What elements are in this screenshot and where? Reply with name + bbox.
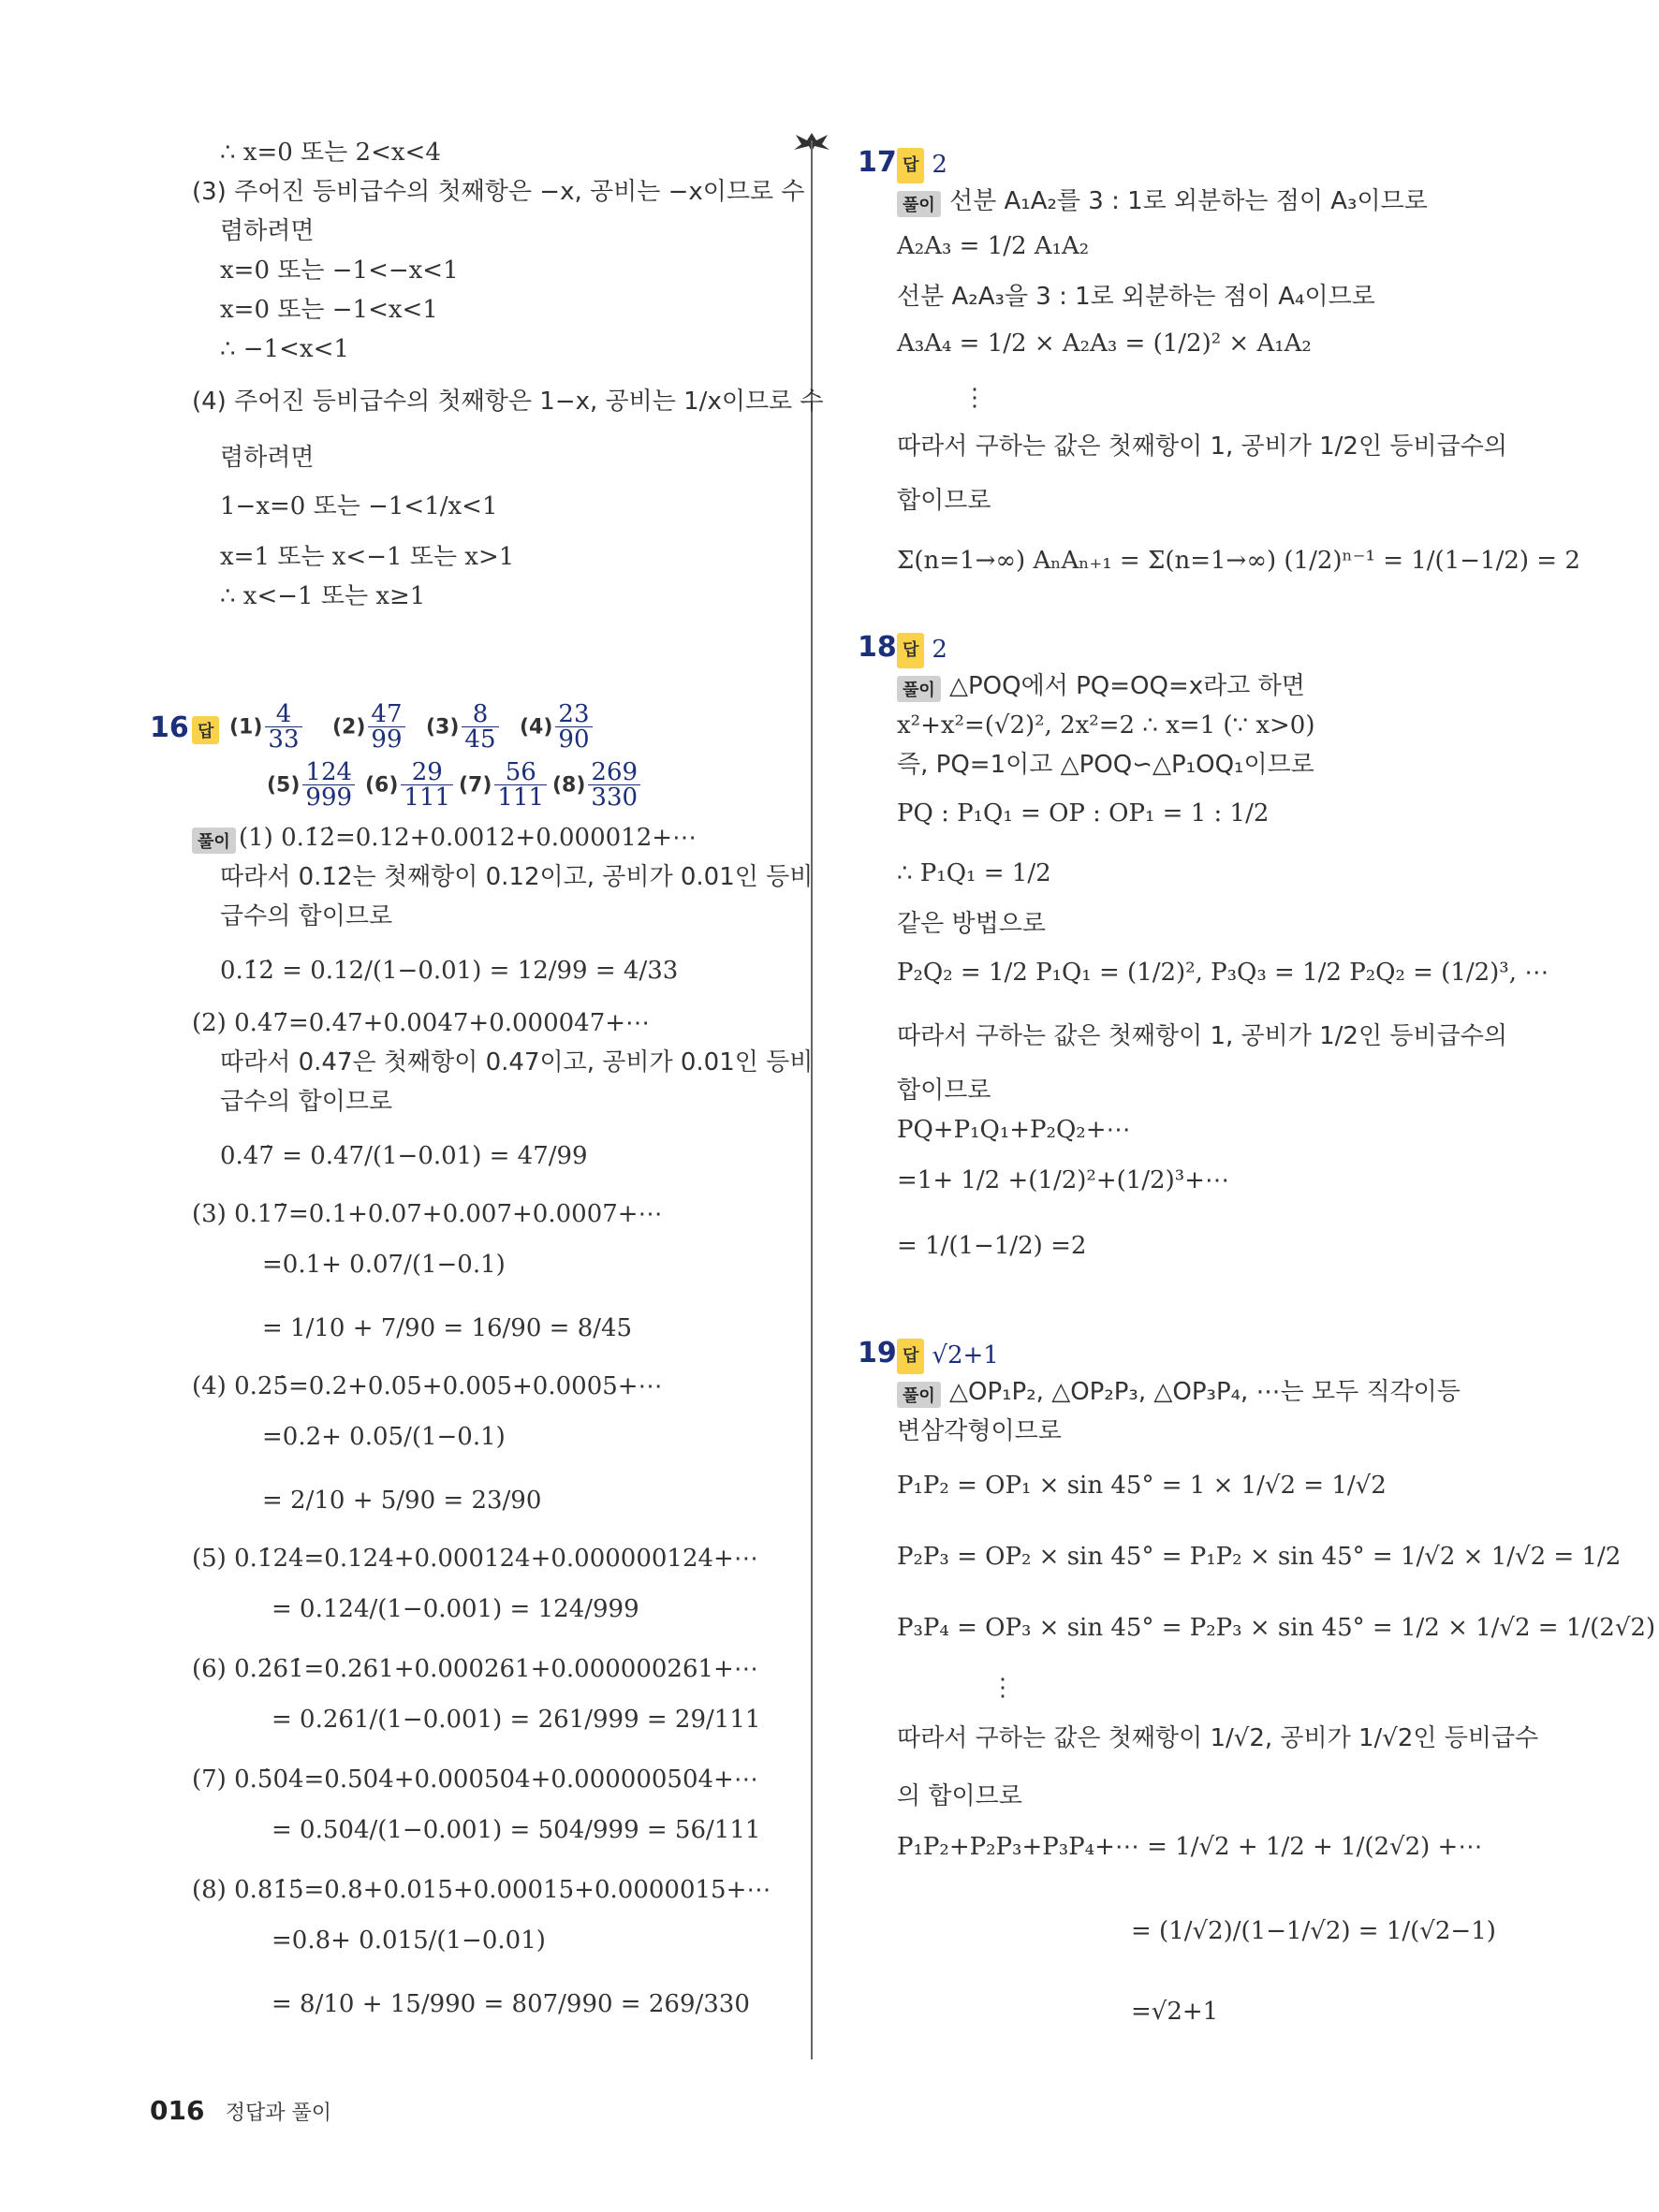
text-line: (1) 0.1̇2̇=0.12+0.0012+0.000012+⋯ (239, 824, 697, 852)
text-line: △POQ에서 PQ=OQ=x라고 하면 (949, 672, 1305, 700)
text-line: = 0.261/(1−0.001) = 261/999 = 29/111 (272, 1706, 761, 1734)
answer-line (897, 148, 947, 183)
page-number: 016 (150, 2095, 205, 2126)
text-line: = 1/10 + 7/90 = 16/90 = 8/45 (262, 1314, 633, 1342)
text-line: ∴ −1<x<1 (220, 335, 349, 363)
text-line: = (1/√2)/(1−1/√2) = 1/(√2−1) (1131, 1917, 1496, 1945)
text-line: ⋮ (991, 1674, 1015, 1702)
answer-fraction (368, 702, 404, 752)
denominator: 45 (464, 725, 496, 754)
text-line: = 2/10 + 5/90 = 23/90 (262, 1487, 542, 1515)
text-line: 따라서 구하는 값은 첫째항이 1, 공비가 1/2인 등비급수의 (897, 1022, 1507, 1050)
text-line: (4) 주어진 등비급수의 첫째항은 1−x, 공비는 1/x이므로 수 (192, 388, 824, 416)
solution-badge: 풀이 (192, 828, 236, 854)
text-line: 합이므로 (897, 1077, 991, 1105)
text-line: (3) 주어진 등비급수의 첫째항은 −x, 공비는 −x이므로 수 (192, 178, 805, 206)
text-line: (7) 0.5̇04̇=0.504+0.000504+0.000000504+⋯ (192, 1765, 758, 1794)
text-line: (4) 0.25̇=0.2+0.05+0.005+0.0005+⋯ (192, 1372, 663, 1400)
text-line: ∴ x<−1 또는 x≥1 (220, 582, 426, 610)
page-footer (150, 2095, 331, 2126)
question-number: 18 (858, 631, 897, 664)
column-divider (811, 140, 813, 2059)
answer-item (332, 702, 408, 752)
footer-label: 정답과 풀이 (225, 2102, 331, 2125)
text-line: PQ+P₁Q₁+P₂Q₂+⋯ (897, 1116, 1131, 1144)
text-line: 따라서 0.1̇2̇는 첫째항이 0.12이고, 공비가 0.01인 등비 (220, 863, 814, 891)
denominator: 99 (371, 725, 403, 754)
answer-item (552, 760, 643, 810)
text-line: ∴ x=0 또는 2<x<4 (220, 139, 441, 167)
text-line: =0.1+ 0.07/(1−0.1) (262, 1251, 506, 1279)
text-line: P₂Q₂ = 1/2 P₁Q₁ = (1/2)², P₃Q₃ = 1/2 P₂Q₂ = (1/2)³, ⋯ (897, 959, 1549, 987)
numerator: 8 (462, 702, 498, 727)
answer-fraction (302, 760, 355, 810)
solution-badge: 풀이 (897, 191, 941, 217)
text-line: x²+x²=(√2)², 2x²=2 ∴ x=1 (∵ x>0) (897, 711, 1315, 740)
solution-badge-wrap (897, 674, 947, 702)
text-line: 1−x=0 또는 −1<1/x<1 (220, 492, 498, 520)
text-line: (5) 0.1̇24̇=0.124+0.000124+0.000000124+⋯ (192, 1545, 758, 1573)
solution-badge-wrap (192, 826, 242, 854)
answer-value: √2+1 (932, 1341, 999, 1370)
text-line: PQ : P₁Q₁ = OP : OP₁ = 1 : 1/2 (897, 799, 1270, 828)
answer-fraction (265, 702, 301, 752)
text-line: (6) 0.2̇61̇=0.261+0.000261+0.000000261+⋯ (192, 1655, 758, 1683)
answer-badge: 답 (897, 1339, 924, 1374)
text-line: x=0 또는 −1<−x<1 (220, 256, 459, 285)
text-line: 선분 A₂A₃을 3 : 1로 외분하는 점이 A₄이므로 (897, 283, 1375, 311)
text-line: 급수의 합이므로 (220, 902, 393, 930)
answer-label: (6) (365, 773, 399, 798)
answer-label: (3) (426, 715, 460, 740)
text-line: P₁P₂+P₂P₃+P₃P₄+⋯ = 1/√2 + 1/2 + 1/(2√2) +⋯ (897, 1833, 1483, 1861)
answer-line (897, 633, 947, 668)
text-line: 같은 방법으로 (897, 910, 1046, 938)
text-line: 따라서 구하는 값은 첫째항이 1, 공비가 1/2인 등비급수의 (897, 432, 1507, 461)
answer-line (897, 1339, 999, 1374)
answer-item (426, 702, 502, 752)
answer-label: (7) (459, 773, 492, 798)
text-line: =√2+1 (1131, 1998, 1219, 2026)
text-line: ∴ P₁Q₁ = 1/2 (897, 859, 1051, 887)
text-line: Σ(n=1→∞) AₙAₙ₊₁ = Σ(n=1→∞) (1/2)ⁿ⁻¹ = 1/(1−1/2) = 2 (897, 547, 1580, 575)
answer-fraction (401, 760, 453, 810)
text-line: A₃A₄ = 1/2 × A₂A₃ = (1/2)² × A₁A₂ (897, 330, 1312, 358)
text-line: (2) 0.4̇7̇=0.47+0.0047+0.000047+⋯ (192, 1009, 651, 1037)
answer-label: (8) (552, 773, 586, 798)
text-line: 따라서 구하는 값은 첫째항이 1/√2, 공비가 1/√2인 등비급수 (897, 1724, 1539, 1752)
text-line: ⋮ (962, 384, 987, 412)
answer-badge: 답 (192, 716, 219, 744)
text-line: (8) 0.81̇5̇=0.8+0.015+0.00015+0.0000015+⋯ (192, 1876, 771, 1904)
answer-label: (5) (267, 773, 301, 798)
text-line: P₂P₃ = OP₂ × sin 45° = P₁P₂ × sin 45° = 1/√2 × 1/√2 = 1/2 (897, 1543, 1622, 1571)
text-line: = 0.504/(1−0.001) = 504/999 = 56/111 (272, 1816, 761, 1844)
text-line: =0.2+ 0.05/(1−0.1) (262, 1423, 506, 1451)
text-line: A₂A₃ = 1/2 A₁A₂ (897, 232, 1090, 260)
denominator: 330 (591, 784, 639, 812)
solution-badge: 풀이 (897, 676, 941, 702)
denominator: 90 (558, 725, 590, 754)
answer-value: 2 (932, 151, 947, 179)
text-line: = 1/(1−1/2) =2 (897, 1232, 1087, 1260)
answer-badge: 답 (897, 633, 924, 668)
answer-badge: 답 (897, 148, 924, 183)
question-number: 19 (858, 1337, 897, 1370)
answer-item (229, 702, 305, 752)
denominator: 111 (497, 784, 545, 812)
text-line: 의 합이므로 (897, 1782, 1022, 1810)
text-line: (3) 0.17̇=0.1+0.07+0.007+0.0007+⋯ (192, 1200, 663, 1228)
text-line: 변삼각형이므로 (897, 1417, 1062, 1445)
text-line: △OP₁P₂, △OP₂P₃, △OP₃P₄, ⋯는 모두 직각이등 (949, 1378, 1461, 1406)
answer-item (267, 760, 358, 810)
numerator: 269 (588, 760, 640, 785)
text-line: 선분 A₁A₂를 3 : 1로 외분하는 점이 A₃이므로 (949, 187, 1428, 215)
question-number: 17 (858, 146, 897, 179)
numerator: 47 (368, 702, 404, 727)
solution-badge-wrap (897, 189, 947, 217)
text-line: 합이므로 (897, 487, 991, 515)
text-line: 렴하려면 (220, 217, 315, 245)
numerator: 23 (555, 702, 592, 727)
text-line: 렴하려면 (220, 444, 315, 472)
answer-value: 2 (932, 636, 947, 664)
answer-item (520, 702, 595, 752)
answer-badge-wrap (192, 715, 227, 744)
answer-label: (4) (520, 715, 553, 740)
solution-badge-wrap (897, 1380, 947, 1408)
answer-fraction (555, 702, 592, 752)
answer-label: (1) (229, 715, 263, 740)
text-line: 즉, PQ=1이고 △POQ∽△P₁OQ₁이므로 (897, 751, 1314, 779)
text-line: x=0 또는 −1<x<1 (220, 296, 438, 324)
text-line: = 0.124/(1−0.001) = 124/999 (272, 1595, 639, 1623)
text-line: =0.8+ 0.015/(1−0.01) (272, 1926, 546, 1955)
answer-fraction (462, 702, 498, 752)
answer-item (459, 760, 550, 810)
denominator: 111 (404, 784, 451, 812)
text-line: P₁P₂ = OP₁ × sin 45° = 1 × 1/√2 = 1/√2 (897, 1472, 1387, 1500)
text-line: 0.4̇7̇ = 0.47/(1−0.01) = 47/99 (220, 1142, 588, 1170)
answer-label: (2) (332, 715, 366, 740)
numerator: 56 (494, 760, 547, 785)
answer-fraction (588, 760, 640, 810)
text-line: 따라서 0.4̇7̇은 첫째항이 0.47이고, 공비가 0.01인 등비 (220, 1048, 814, 1077)
numerator: 124 (302, 760, 355, 785)
text-line: = 8/10 + 15/990 = 807/990 = 269/330 (272, 1990, 750, 2018)
text-line: =1+ 1/2 +(1/2)²+(1/2)³+⋯ (897, 1166, 1229, 1194)
denominator: 999 (305, 784, 353, 812)
numerator: 4 (265, 702, 301, 727)
solution-badge: 풀이 (897, 1382, 941, 1408)
answer-fraction (494, 760, 547, 810)
numerator: 29 (401, 760, 453, 785)
text-line: P₃P₄ = OP₃ × sin 45° = P₂P₃ × sin 45° = 1/2 × 1/√2 = 1/(2√2) (897, 1614, 1656, 1642)
question-number: 16 (150, 711, 189, 744)
answer-item (365, 760, 456, 810)
text-line: x=1 또는 x<−1 또는 x>1 (220, 543, 515, 571)
text-line: 급수의 합이므로 (220, 1088, 393, 1116)
denominator: 33 (268, 725, 300, 754)
text-line: 0.1̇2̇ = 0.12/(1−0.01) = 12/99 = 4/33 (220, 957, 679, 985)
